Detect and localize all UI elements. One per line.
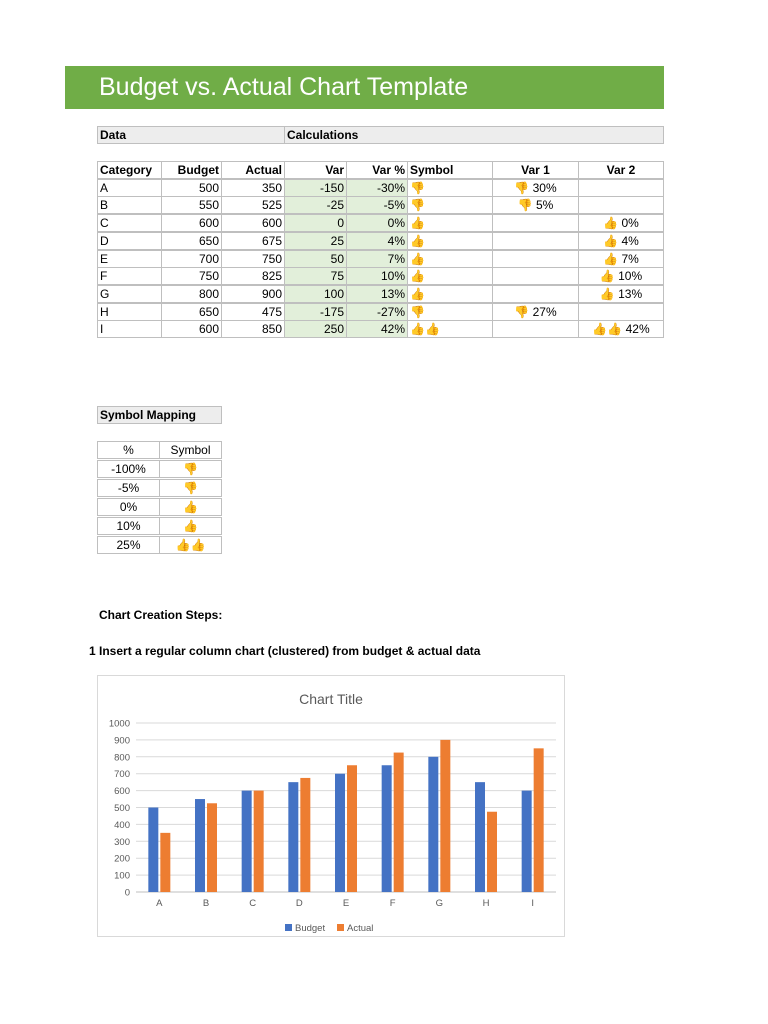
table-cell[interactable] [578, 179, 664, 197]
bar-budget-F [382, 765, 392, 892]
table-cell[interactable] [492, 320, 579, 338]
table-cell[interactable]: 800 [161, 285, 222, 303]
table-cell[interactable]: 10% [346, 267, 408, 285]
bar-budget-B [195, 799, 205, 892]
data-header-cell[interactable]: Data [97, 126, 285, 144]
x-tick-label: F [389, 898, 396, 909]
y-tick-label: 900 [114, 735, 130, 747]
legend-swatch-budget [285, 924, 292, 931]
x-tick-label: C [249, 898, 257, 909]
x-tick-label: B [202, 898, 210, 909]
table-cell[interactable]: -175 [284, 303, 347, 321]
y-tick-label: 200 [114, 853, 130, 865]
table-header-5[interactable]: Symbol [407, 161, 493, 179]
table-cell[interactable]: 👎 [407, 196, 493, 214]
table-cell[interactable]: 675 [221, 232, 285, 250]
table-cell[interactable]: 👍 [407, 232, 493, 250]
table-cell[interactable]: 👎 30% [492, 179, 579, 197]
x-tick-label: G [435, 898, 444, 909]
table-cell[interactable] [492, 214, 579, 232]
steps-heading: Chart Creation Steps: [99, 608, 223, 622]
table-cell[interactable]: F [97, 267, 162, 285]
table-cell[interactable]: 900 [221, 285, 285, 303]
table-cell[interactable]: -25 [284, 196, 347, 214]
table-cell[interactable]: E [97, 250, 162, 268]
table-header-0[interactable]: Category [97, 161, 162, 179]
bar-budget-C [242, 791, 252, 892]
x-tick-label: A [156, 898, 163, 909]
symbol-mapping-cell[interactable]: 0% [97, 498, 160, 516]
table-cell[interactable]: 👍 [407, 214, 493, 232]
table-cell[interactable]: 👍 4% [578, 232, 664, 250]
table-cell[interactable]: 👍 10% [578, 267, 664, 285]
bar-actual-F [394, 753, 404, 892]
symbol-mapping-cell[interactable]: 👍 [159, 498, 222, 516]
table-cell[interactable]: 👍 7% [578, 250, 664, 268]
y-tick-label: 400 [114, 819, 130, 831]
table-cell[interactable]: 👍👍 42% [578, 320, 664, 338]
calculations-header-cell[interactable]: Calculations [284, 126, 664, 144]
bar-actual-I [534, 748, 544, 892]
symbol-mapping-cell[interactable]: 👍 [159, 517, 222, 535]
table-cell[interactable]: A [97, 179, 162, 197]
y-tick-label: 300 [114, 836, 130, 848]
table-cell[interactable]: 550 [161, 196, 222, 214]
bar-actual-C [254, 791, 264, 892]
table-cell[interactable]: 25 [284, 232, 347, 250]
bar-actual-H [487, 812, 497, 892]
table-cell[interactable]: 👍 13% [578, 285, 664, 303]
y-tick-label: 1000 [108, 718, 130, 730]
x-tick-label: E [342, 898, 350, 909]
symbol-mapping-cell[interactable]: 👍👍 [159, 536, 222, 554]
y-tick-label: 500 [114, 803, 130, 814]
symbol-mapping-header-1[interactable]: Symbol [159, 441, 222, 459]
bar-budget-I [522, 791, 532, 892]
table-cell[interactable]: 👎 27% [492, 303, 579, 321]
table-cell[interactable]: 👍👍 [407, 320, 493, 338]
table-cell[interactable]: 0 [284, 214, 347, 232]
table-cell[interactable]: B [97, 196, 162, 214]
table-cell[interactable]: 825 [221, 267, 285, 285]
table-cell[interactable] [492, 232, 579, 250]
table-cell[interactable]: 100 [284, 285, 347, 303]
bar-budget-A [148, 808, 158, 893]
table-cell[interactable]: 👍 [407, 285, 493, 303]
y-tick-label: 600 [114, 786, 130, 798]
table-cell[interactable]: 👍 [407, 267, 493, 285]
symbol-mapping-cell[interactable]: -5% [97, 479, 160, 497]
bar-budget-D [288, 782, 298, 892]
bar-actual-D [300, 778, 310, 892]
chart-svg [98, 676, 564, 936]
x-tick-label: H [482, 898, 490, 909]
table-cell[interactable]: 👍 0% [578, 214, 664, 232]
table-cell[interactable]: 👎 5% [492, 196, 579, 214]
table-cell[interactable]: 475 [221, 303, 285, 321]
y-tick-label: 700 [114, 769, 130, 781]
table-cell[interactable]: -27% [346, 303, 408, 321]
table-cell[interactable]: 650 [161, 232, 222, 250]
table-cell[interactable] [578, 196, 664, 214]
table-cell[interactable]: 7% [346, 250, 408, 268]
table-cell[interactable]: 42% [346, 320, 408, 338]
bar-actual-E [347, 765, 357, 892]
table-cell[interactable]: 750 [161, 267, 222, 285]
table-header-6[interactable]: Var 1 [492, 161, 579, 179]
table-cell[interactable]: 600 [221, 214, 285, 232]
table-cell[interactable]: 850 [221, 320, 285, 338]
title-banner [65, 66, 664, 109]
y-tick-label: 800 [114, 752, 130, 764]
table-cell[interactable]: D [97, 232, 162, 250]
table-cell[interactable]: 650 [161, 303, 222, 321]
table-cell[interactable] [492, 285, 579, 303]
chart-title: Chart Title [299, 691, 363, 707]
table-cell[interactable]: H [97, 303, 162, 321]
table-cell[interactable]: 13% [346, 285, 408, 303]
table-header-7[interactable]: Var 2 [578, 161, 664, 179]
page-title: Budget vs. Actual Chart Template [99, 73, 469, 101]
symbol-mapping-cell[interactable]: 👎 [159, 460, 222, 478]
table-cell[interactable]: 0% [346, 214, 408, 232]
bar-budget-H [475, 782, 485, 892]
bar-actual-A [160, 833, 170, 892]
table-cell[interactable]: 350 [221, 179, 285, 197]
table-cell[interactable]: 600 [161, 214, 222, 232]
table-cell[interactable]: I [97, 320, 162, 338]
x-tick-label: I [531, 898, 534, 909]
y-tick-label: 100 [114, 870, 130, 882]
symbol-mapping-cell[interactable]: 👎 [159, 479, 222, 497]
table-cell[interactable]: 4% [346, 232, 408, 250]
table-cell[interactable]: -5% [346, 196, 408, 214]
column-chart[interactable] [97, 675, 565, 937]
table-cell[interactable]: C [97, 214, 162, 232]
step-1-text: 1 Insert a regular column chart (clustered) from budget & actual data [89, 644, 481, 658]
table-cell[interactable]: 600 [161, 320, 222, 338]
table-cell[interactable]: -30% [346, 179, 408, 197]
legend-swatch-actual [337, 924, 344, 931]
table-cell[interactable]: 250 [284, 320, 347, 338]
symbol-mapping-cell[interactable]: 10% [97, 517, 160, 535]
bar-budget-G [428, 757, 438, 892]
table-cell[interactable]: 75 [284, 267, 347, 285]
symbol-mapping-header-0[interactable]: % [97, 441, 160, 459]
table-cell[interactable]: 👎 [407, 179, 493, 197]
bar-actual-G [440, 740, 450, 892]
table-cell[interactable]: 525 [221, 196, 285, 214]
table-cell[interactable]: 50 [284, 250, 347, 268]
table-cell[interactable]: 500 [161, 179, 222, 197]
bar-budget-E [335, 774, 345, 892]
symbol-mapping-cell[interactable]: -100% [97, 460, 160, 478]
table-header-3[interactable]: Var [284, 161, 347, 179]
table-cell[interactable] [492, 250, 579, 268]
table-cell[interactable]: 👍 [407, 250, 493, 268]
legend-label-budget: Budget [295, 923, 326, 934]
table-cell[interactable]: -150 [284, 179, 347, 197]
x-tick-label: D [295, 898, 303, 909]
bar-actual-B [207, 803, 217, 892]
y-tick-label: 0 [124, 887, 130, 899]
legend-label-actual: Actual [347, 923, 374, 934]
table-cell[interactable]: 700 [161, 250, 222, 268]
table-cell[interactable]: G [97, 285, 162, 303]
table-cell[interactable]: 👎 [407, 303, 493, 321]
symbol-mapping-cell[interactable]: 25% [97, 536, 160, 554]
table-header-1[interactable]: Budget [161, 161, 222, 179]
symbol-mapping-label[interactable]: Symbol Mapping [97, 406, 222, 424]
table-header-2[interactable]: Actual [221, 161, 285, 179]
table-cell[interactable] [578, 303, 664, 321]
table-cell[interactable]: 750 [221, 250, 285, 268]
table-cell[interactable] [492, 267, 579, 285]
table-header-4[interactable]: Var % [346, 161, 408, 179]
